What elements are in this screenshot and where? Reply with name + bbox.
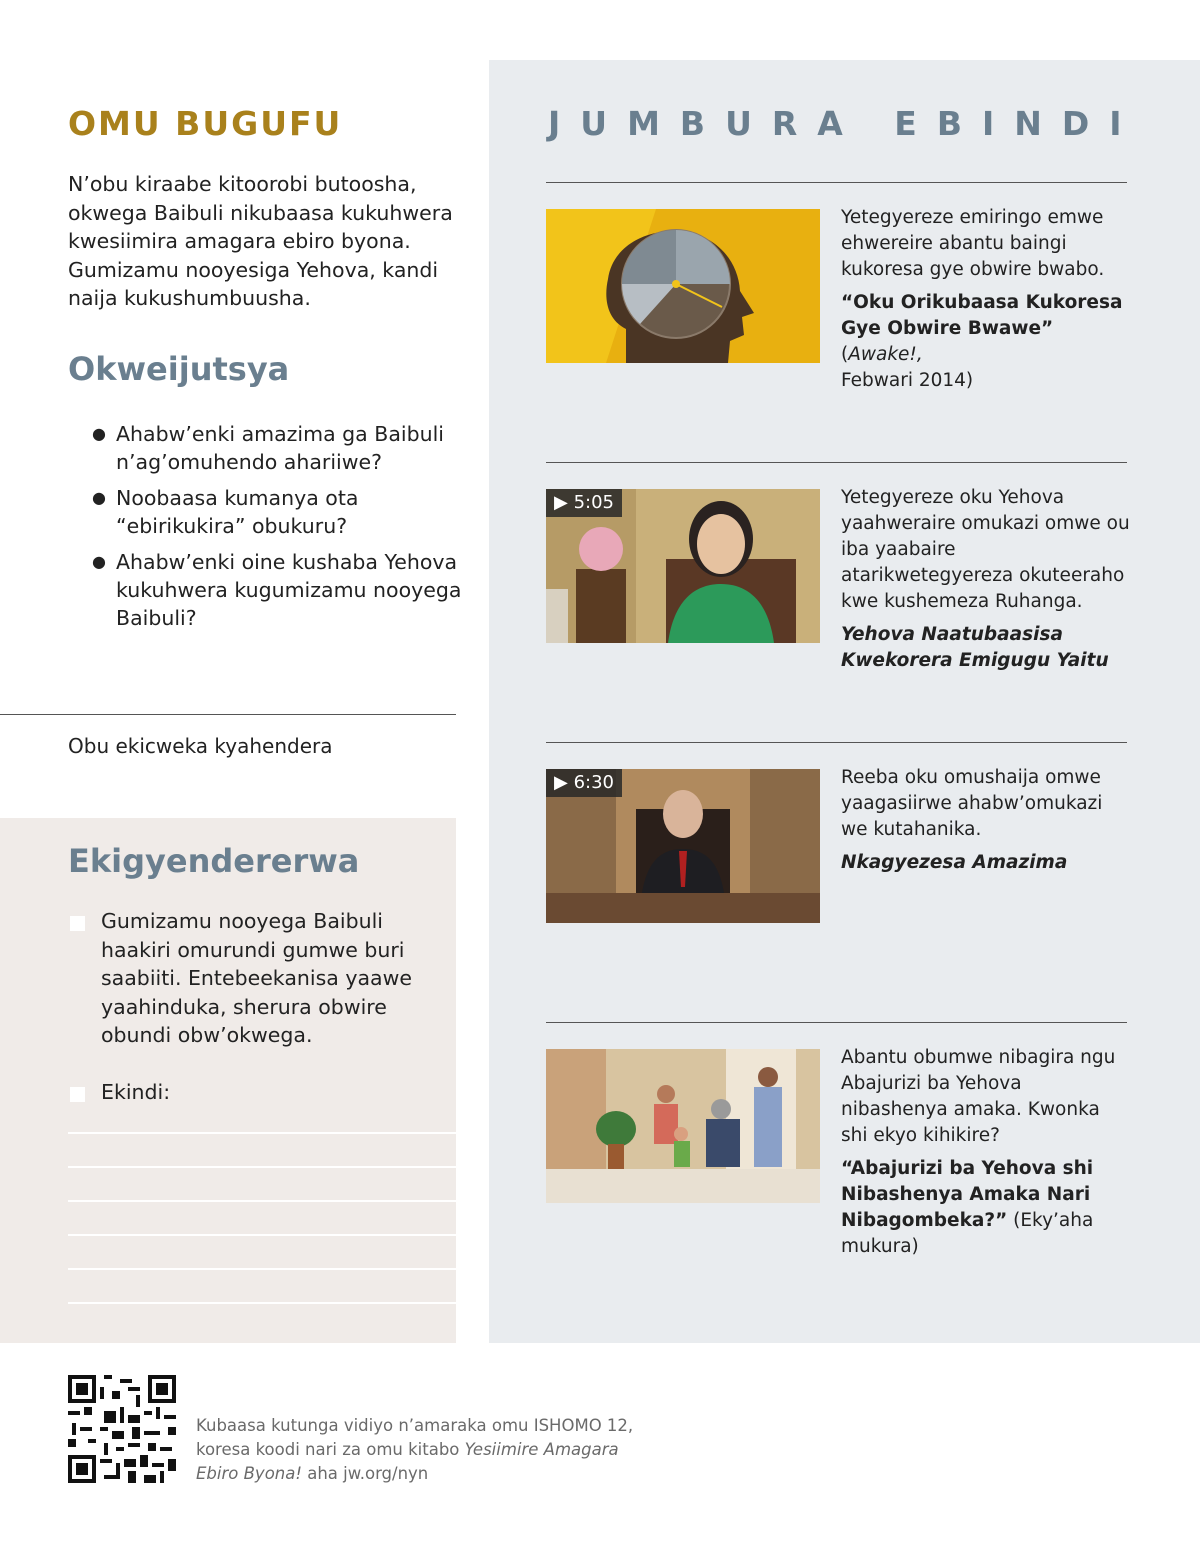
video-description: Reeba oku omushaija omwe yaagasiirwe ahabw’omukazi we kutahanika.: [841, 767, 1103, 840]
summary-text: N’obu kiraabe kitoorobi butoosha, okwega Baibuli nikubaasa kukuhwera kwesiimira amagara ebiro byona. Gumizamu nooyesiga Yehova, kandi naija kukushumbuusha.: [68, 172, 453, 310]
goal-checkbox-1[interactable]: [70, 916, 85, 931]
summary-heading: OMU BUGUFU: [68, 104, 343, 143]
review-question-list: [92, 420, 462, 640]
article-description: Yetegyereze emiringo emwe ehwereire abantu baingi kukoresa gye obwire bwabo.: [841, 207, 1105, 280]
divider: [546, 182, 1127, 183]
writing-line[interactable]: [68, 1166, 456, 1168]
explore-heading: JUMBURA EBINDI: [548, 104, 1142, 143]
article-reference[interactable]: [841, 1156, 1131, 1260]
writing-line[interactable]: [68, 1234, 456, 1236]
divider: [546, 742, 1127, 743]
qr-code[interactable]: [68, 1375, 176, 1483]
writing-line[interactable]: [68, 1200, 456, 1202]
writing-line[interactable]: [68, 1132, 456, 1134]
review-question-text: Noobaasa kumanya ota “ebirikukira” obukuru?: [116, 486, 359, 538]
review-question: [92, 420, 462, 476]
goal-other-label: Ekindi:: [101, 1080, 171, 1104]
goal-box: [0, 818, 456, 1343]
writing-line[interactable]: [68, 1268, 456, 1270]
review-heading: Okweijutsya: [68, 350, 290, 388]
play-icon: ▶: [554, 772, 568, 793]
video-duration: ▶ 5:05: [546, 489, 622, 517]
article-title: “Oku Orikubaasa Kukoresa Gye Obwire Bwawe”: [841, 292, 1123, 339]
article-reference[interactable]: “Oku Orikubaasa Kukoresa Gye Obwire Bwawe” (Awake!, Febwari 2014): [841, 292, 1123, 391]
review-question: [92, 484, 462, 540]
review-question-text: Ahabw’enki oine kushaba Yehova kukuhwera kugumizamu nooyega Baibuli?: [116, 550, 462, 630]
goal-checkbox-2[interactable]: [70, 1087, 85, 1102]
play-icon: ▶: [554, 492, 568, 513]
article-date: Febwari 2014): [841, 370, 974, 391]
divider: [546, 462, 1127, 463]
video-title[interactable]: Yehova Naatubaasisa Kwekorera Emigugu Yaitu: [841, 624, 1109, 671]
review-question-text: Ahabw’enki amazima ga Baibuli n’ag’omuhendo ahariiwe?: [116, 422, 444, 474]
article-thumbnail[interactable]: [546, 209, 820, 363]
video-title[interactable]: Nkagyezesa Amazima: [841, 852, 1068, 873]
article-source: (Eky’aha mukura): [841, 1210, 1094, 1257]
divider: [0, 714, 456, 715]
writing-line[interactable]: [68, 1302, 456, 1304]
footer-text: Kubaasa kutunga vidiyo n’amaraka omu ISHOMO 12, koresa koodi nari za omu kitabo Yesiimire Amagara Ebiro Byona! aha jw.org/nyn: [196, 1416, 634, 1483]
bullet-icon: ●: [92, 552, 106, 571]
book-title: Yesiimire Amagara Ebiro Byona!: [196, 1440, 619, 1483]
video-description: Yetegyereze oku Yehova yaahweraire omukazi omwe ou iba yaabaire atarikwetegyereza okuteeraho kwe kushemeza Ruhanga.: [841, 487, 1130, 612]
bullet-icon: ●: [92, 424, 106, 443]
bullet-icon: ●: [92, 488, 106, 507]
relevance-label: Obu ekicweka kyahendera: [68, 734, 333, 758]
video-duration: ▶ 6:30: [546, 769, 622, 797]
article-thumbnail[interactable]: [546, 1049, 820, 1203]
goal-heading: Ekigyendererwa: [68, 842, 360, 880]
review-question: [92, 548, 462, 632]
article-source: Awake!,: [848, 344, 923, 365]
article-title: “Abajurizi ba Yehova shi Nibashenya Amaka Nari Nibagombeka?”: [841, 1158, 1094, 1231]
article-description: Abantu obumwe nibagira ngu Abajurizi ba Yehova nibashenya amaka. Kwonka shi ekyo kihikire?: [841, 1047, 1116, 1146]
divider: [546, 1022, 1127, 1023]
goal-option-text: Gumizamu nooyega Baibuli haakiri omurundi gumwe buri saabiiti. Entebeekanisa yaawe yaahinduka, sherura obwire obundi obw’okwega.: [101, 909, 412, 1047]
